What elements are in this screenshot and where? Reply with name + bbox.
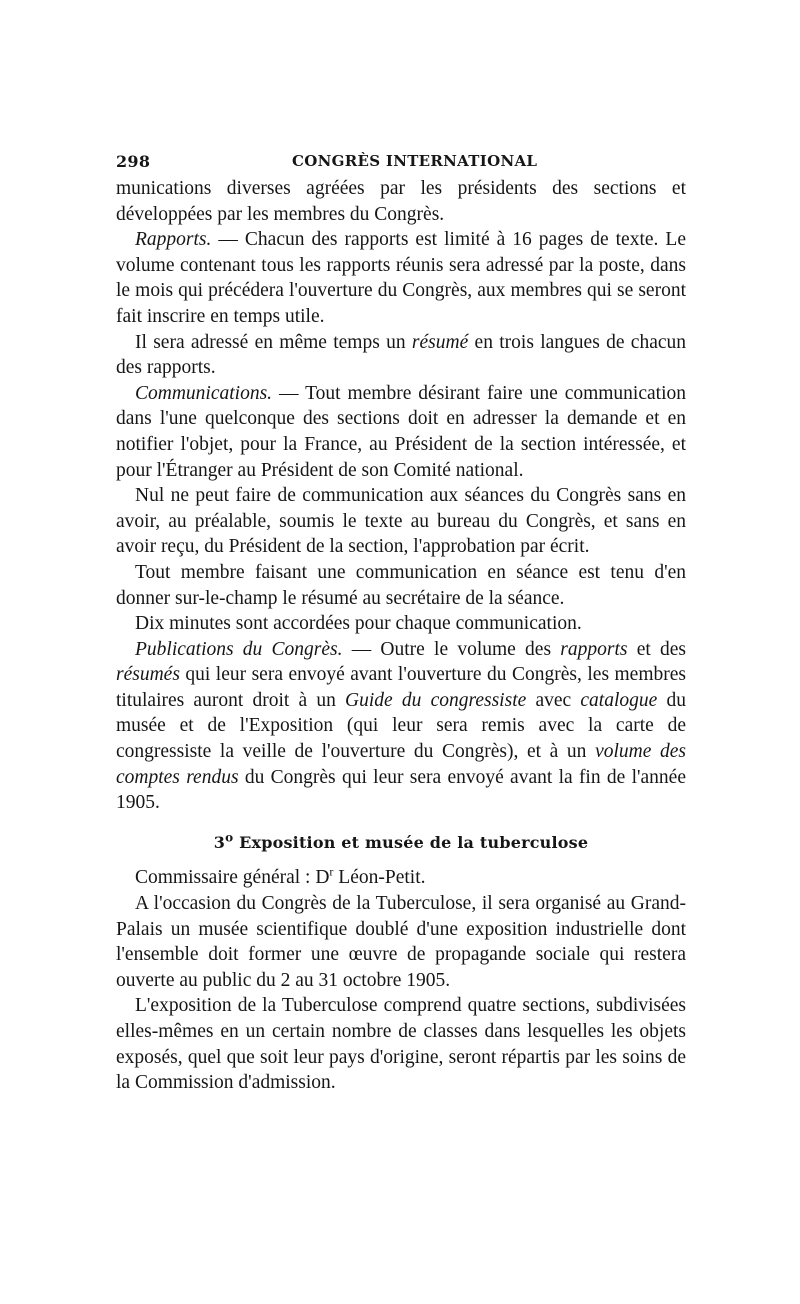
paragraph [116, 891, 686, 993]
italic-segment: rapports [560, 638, 628, 660]
body-text [116, 176, 686, 1096]
text-segment: — Chacun des rapports est limité à 16 pages de texte. Le volume contenant tous les rapports réunis sera adressé par la poste, dans le mois qui précédera l'ouverture du Congrès, aux membres qui se seront fait inscrire en temps utile. [116, 229, 686, 327]
paragraphs-before [116, 176, 686, 816]
italic-segment: Rapports. [135, 229, 212, 251]
paragraph [116, 993, 686, 1095]
italic-segment: Communications. [135, 382, 273, 404]
text-segment: Il sera adressé en même temps un [135, 331, 412, 353]
text-segment: en trois langues de chacun des rapports. [116, 331, 687, 379]
section-title: Exposition et musée de la tuberculose [233, 832, 589, 852]
section-heading [116, 830, 686, 856]
text-segment: munications diverses agréées par les présidents des sections et développées par les membres du Congrès. [116, 178, 686, 225]
commissaire-name: Léon-Petit. [333, 867, 426, 889]
text-segment: du Congrès qui leur sera envoyé avant la fin de l'année 1905. [116, 766, 686, 814]
italic-segment: volume des comptes rendus [116, 741, 686, 788]
section-number: 3 [213, 832, 226, 852]
italic-segment: Publications du Congrès. [135, 638, 343, 660]
page-number: 298 [116, 152, 151, 171]
text-segment: du musée et de l'Exposition (qui leur sera remis avec la carte de congressiste la veille de l'ouverture du Congrès), et à un [116, 689, 686, 763]
paragraphs-after [116, 891, 686, 1096]
commissaire-prefix: Commissaire général : D [135, 867, 330, 889]
text-segment: avec [526, 689, 581, 711]
text-segment: Dix minutes sont accordées pour chaque communication. [135, 613, 582, 635]
text-segment: — Outre le volume des [342, 638, 561, 660]
paragraph [116, 227, 686, 329]
italic-segment: Guide du congressiste [345, 689, 527, 711]
text-segment: Nul ne peut faire de communication aux séances du Congrès sans en avoir, au préalable, soumis le texte au bureau du Congrès, et sans en avoir reçu, du Président de la section, l'approbation par écrit. [116, 485, 686, 558]
running-head [116, 150, 686, 176]
text-segment: Tout membre faisant une communication en séance est tenu d'en donner sur-le-champ le résumé au secrétaire de la séance. [116, 561, 686, 609]
running-title: CONGRÈS INTERNATIONAL [292, 152, 538, 170]
text-segment: et des [627, 638, 686, 660]
paragraph [116, 560, 686, 611]
italic-segment: résumé [411, 331, 469, 353]
book-page [116, 150, 686, 1096]
text-segment: A l'occasion du Congrès de la Tuberculose, il sera organisé au Grand-Palais un musée scientifique doublé d'une exposition industrielle dont l'ensemble doit former une œuvre de propagande sociale qui restera ouverte au public du 2 au 31 octobre 1905. [116, 893, 686, 991]
text-segment: — Tout membre désirant faire une communication dans l'une quelconque des sections doit en adresser la demande et en notifier l'objet, pour la France, au Président de la section intéressée, et pour l'Étranger au Président de son Comité national. [116, 382, 686, 481]
commissaire-sup: r [329, 864, 334, 879]
paragraph [116, 330, 686, 381]
commissaire-line [116, 865, 686, 891]
paragraph [116, 611, 686, 637]
section-ordinal: o [225, 830, 234, 845]
italic-segment: résumés [116, 664, 180, 686]
paragraph [116, 637, 686, 816]
italic-segment: catalogue [580, 689, 658, 711]
paragraph [116, 176, 686, 227]
text-segment: L'exposition de la Tuberculose comprend quatre sections, subdivisées elles-mêmes en un certain nombre de classes dans lesquelles les objets exposés, quel que soit leur pays d'origine, seront répartis par les soins de la Commission d'admission. [116, 995, 686, 1094]
paragraph [116, 483, 686, 560]
text-segment: qui leur sera envoyé avant l'ouverture du Congrès, les membres titulaires auront droit à un [116, 664, 686, 711]
paragraph [116, 381, 686, 483]
